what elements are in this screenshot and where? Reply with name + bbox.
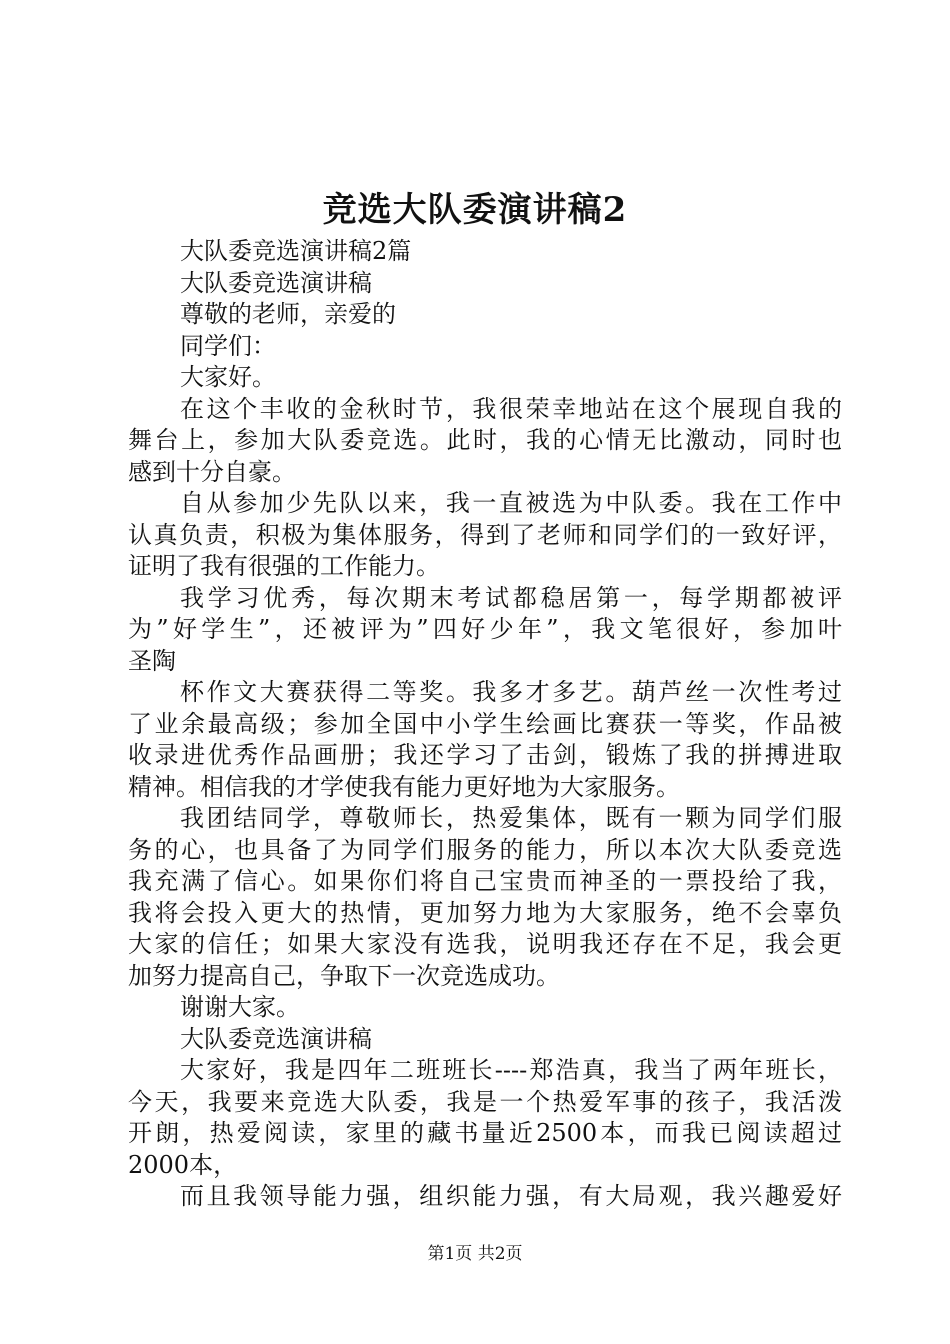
text-line: 我将会投入更大的热情，更加努力地为大家服务，绝不会辜负 xyxy=(128,898,842,927)
text-line: 收录进优秀作品画册；我还学习了击剑，锻炼了我的拼搏进取 xyxy=(128,741,842,769)
text-line: 加努力提高自己，争取下一次竞选成功。 xyxy=(128,961,560,990)
text-line: 了业余最高级；参加全国中小学生绘画比赛获一等奖，作品被 xyxy=(128,709,842,738)
text-line: 尊敬的老师，亲爱的 xyxy=(180,300,396,328)
text-line: 大家的信任；如果大家没有选我，说明我还存在不足，我会更 xyxy=(128,930,842,958)
document-body xyxy=(128,236,842,1213)
document-title: 竞选大队委演讲稿2 xyxy=(322,190,628,230)
text-line: 2000本， xyxy=(128,1150,238,1179)
text-line: 圣陶 xyxy=(128,646,176,675)
text-line: 务的心，也具备了为同学们服务的能力，所以本次大队委竞选 xyxy=(128,835,842,864)
text-line: 在这个丰收的金秋时节，我很荣幸地站在这个展现自我的 xyxy=(180,394,842,423)
text-line: 大家好，我是四年二班班长----郑浩真，我当了两年班长， xyxy=(180,1056,842,1084)
text-line: 舞台上，参加大队委竞选。此时，我的心情无比激动，同时也 xyxy=(128,426,842,454)
text-line: 今天，我要来竞选大队委，我是一个热爱军事的孩子，我活泼 xyxy=(128,1087,842,1116)
text-line: 为”好学生”，还被评为”四好少年”，我文笔很好，参加叶 xyxy=(128,615,842,643)
text-line: 我充满了信心。如果你们将自己宝贵而神圣的一票投给了我， xyxy=(128,867,842,895)
text-line: 认真负责，积极为集体服务，得到了老师和同学们的一致好评， xyxy=(128,520,842,549)
text-line: 大家好。 xyxy=(180,363,276,391)
text-line: 大队委竞选演讲稿 xyxy=(180,268,372,297)
text-line: 精神。相信我的才学使我有能力更好地为大家服务。 xyxy=(128,772,680,801)
text-line: 大队委竞选演讲稿 xyxy=(180,1024,372,1053)
text-line: 而且我领导能力强，组织能力强，有大局观，我兴趣爱好 xyxy=(180,1182,842,1210)
text-line: 杯作文大赛获得二等奖。我多才多艺。葫芦丝一次性考过 xyxy=(180,678,842,706)
text-line: 我学习优秀，每次期末考试都稳居第一，每学期都被评 xyxy=(180,583,842,612)
text-line: 我团结同学，尊敬师长，热爱集体，既有一颗为同学们服 xyxy=(180,804,842,832)
page-footer: 第1页 共2页 xyxy=(427,1244,523,1264)
text-line: 谢谢大家。 xyxy=(180,993,300,1021)
text-line: 证明了我有很强的工作能力。 xyxy=(128,552,440,580)
text-line: 开朗，热爱阅读，家里的藏书量近2500本，而我已阅读超过 xyxy=(128,1119,842,1147)
text-line: 自从参加少先队以来，我一直被选为中队委。我在工作中 xyxy=(180,489,842,517)
text-line: 同学们： xyxy=(180,331,276,360)
text-line: 大队委竞选演讲稿2篇 xyxy=(180,237,412,265)
text-line: 感到十分自豪。 xyxy=(128,457,296,486)
